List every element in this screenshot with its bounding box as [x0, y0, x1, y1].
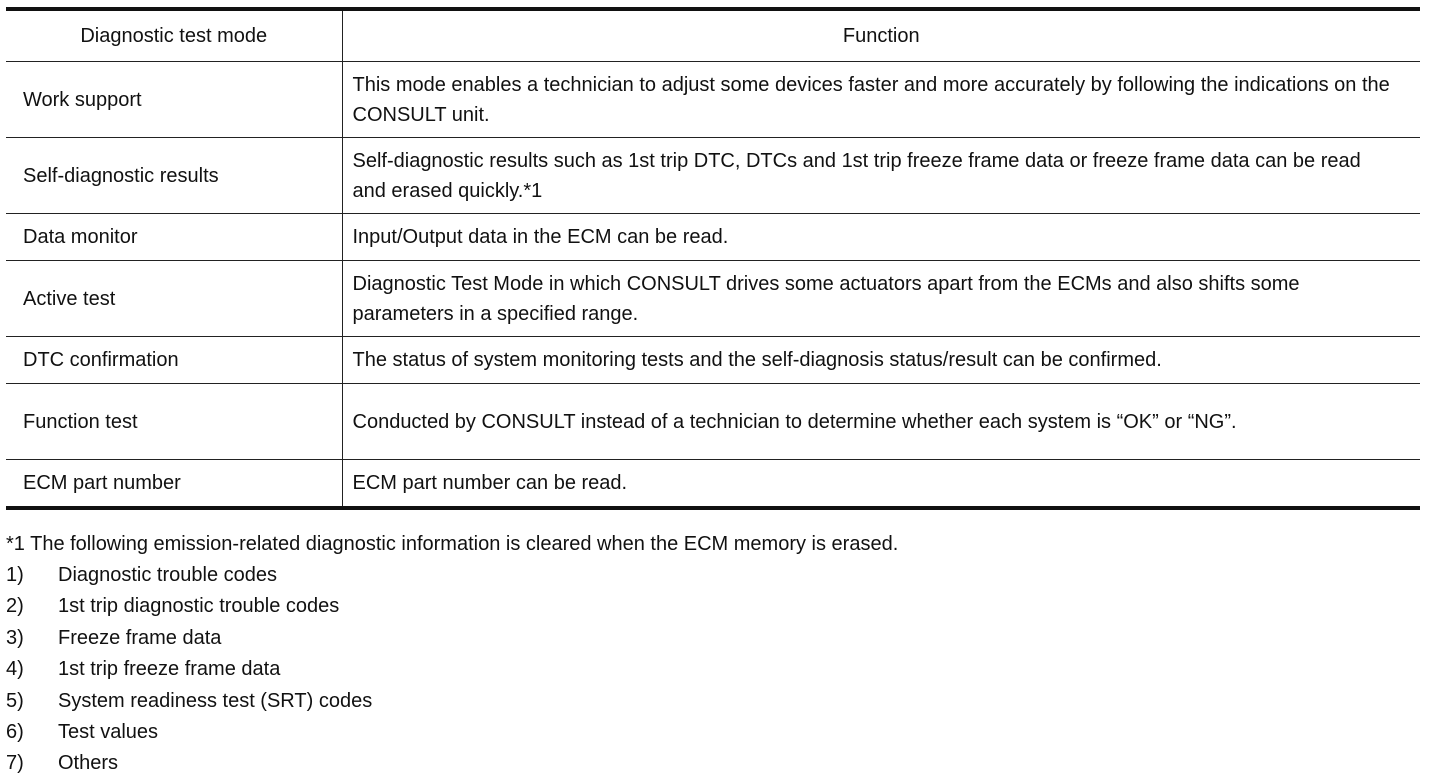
list-item — [6, 654, 1426, 685]
header-diagnostic-test-mode: Diagnostic test mode — [6, 9, 342, 62]
table-header-row — [6, 9, 1420, 62]
mode-cell: Function test — [6, 384, 342, 460]
diagnostic-mode-table — [6, 7, 1420, 510]
list-item-text: Test values — [58, 720, 159, 743]
table-row — [6, 261, 1420, 337]
mode-cell: Work support — [6, 62, 342, 138]
list-item-text: Diagnostic trouble codes — [58, 564, 278, 586]
footnote-section — [6, 529, 1426, 780]
mode-cell: Active test — [6, 261, 342, 337]
list-item-number: 7) — [6, 752, 24, 775]
function-cell: The status of system monitoring tests and the self-diagnosis status/result can be confirmed. — [342, 337, 1420, 384]
table-row — [6, 138, 1420, 214]
mode-cell: Data monitor — [6, 214, 342, 261]
table-row — [6, 62, 1420, 138]
list-item-text: 1st trip diagnostic trouble codes — [58, 595, 340, 618]
footnote-intro: *1 The following emission-related diagnostic information is cleared when the ECM memory is erased. — [6, 533, 899, 555]
function-cell: Diagnostic Test Mode in which CONSULT drives some actuators apart from the ECMs and also shifts some parameters in a specified range. — [342, 261, 1420, 337]
header-function: Function — [842, 25, 920, 47]
list-item — [6, 748, 1426, 779]
function-cell: Conducted by CONSULT instead of a technician to determine whether each system is “OK” or “NG”. — [342, 384, 1420, 460]
list-item-number: 4) — [6, 658, 24, 681]
list-item-number: 1) — [6, 564, 24, 586]
list-item — [6, 560, 1426, 591]
list-item-number: 3) — [6, 626, 24, 649]
list-item-number: 2) — [6, 595, 24, 618]
list-item-text: 1st trip freeze frame data — [58, 658, 281, 681]
function-cell: This mode enables a technician to adjust some devices faster and more accurately by following the indications on the CONSULT unit. — [342, 62, 1420, 138]
list-item — [6, 686, 1426, 717]
function-cell: Input/Output data in the ECM can be read. — [342, 214, 1420, 261]
function-cell: Self-diagnostic results such as 1st trip DTC, DTCs and 1st trip freeze frame data or freeze frame data can be read and erased quickly.*1 — [342, 138, 1420, 214]
table-row — [6, 337, 1420, 384]
table-row — [6, 384, 1420, 460]
table-row — [6, 214, 1420, 261]
mode-cell: Self-diagnostic results — [6, 138, 342, 214]
mode-cell: ECM part number — [6, 460, 342, 509]
function-cell: ECM part number can be read. — [342, 460, 1420, 509]
list-item — [6, 591, 1426, 622]
mode-cell: DTC confirmation — [6, 337, 342, 384]
list-item-text: Freeze frame data — [58, 626, 222, 649]
list-item-number: 5) — [6, 689, 24, 712]
list-item-number: 6) — [6, 720, 24, 743]
list-item-text: Others — [58, 752, 119, 775]
table-row — [6, 460, 1420, 509]
list-item — [6, 623, 1426, 654]
list-item — [6, 717, 1426, 748]
list-item-text: System readiness test (SRT) codes — [58, 689, 373, 712]
